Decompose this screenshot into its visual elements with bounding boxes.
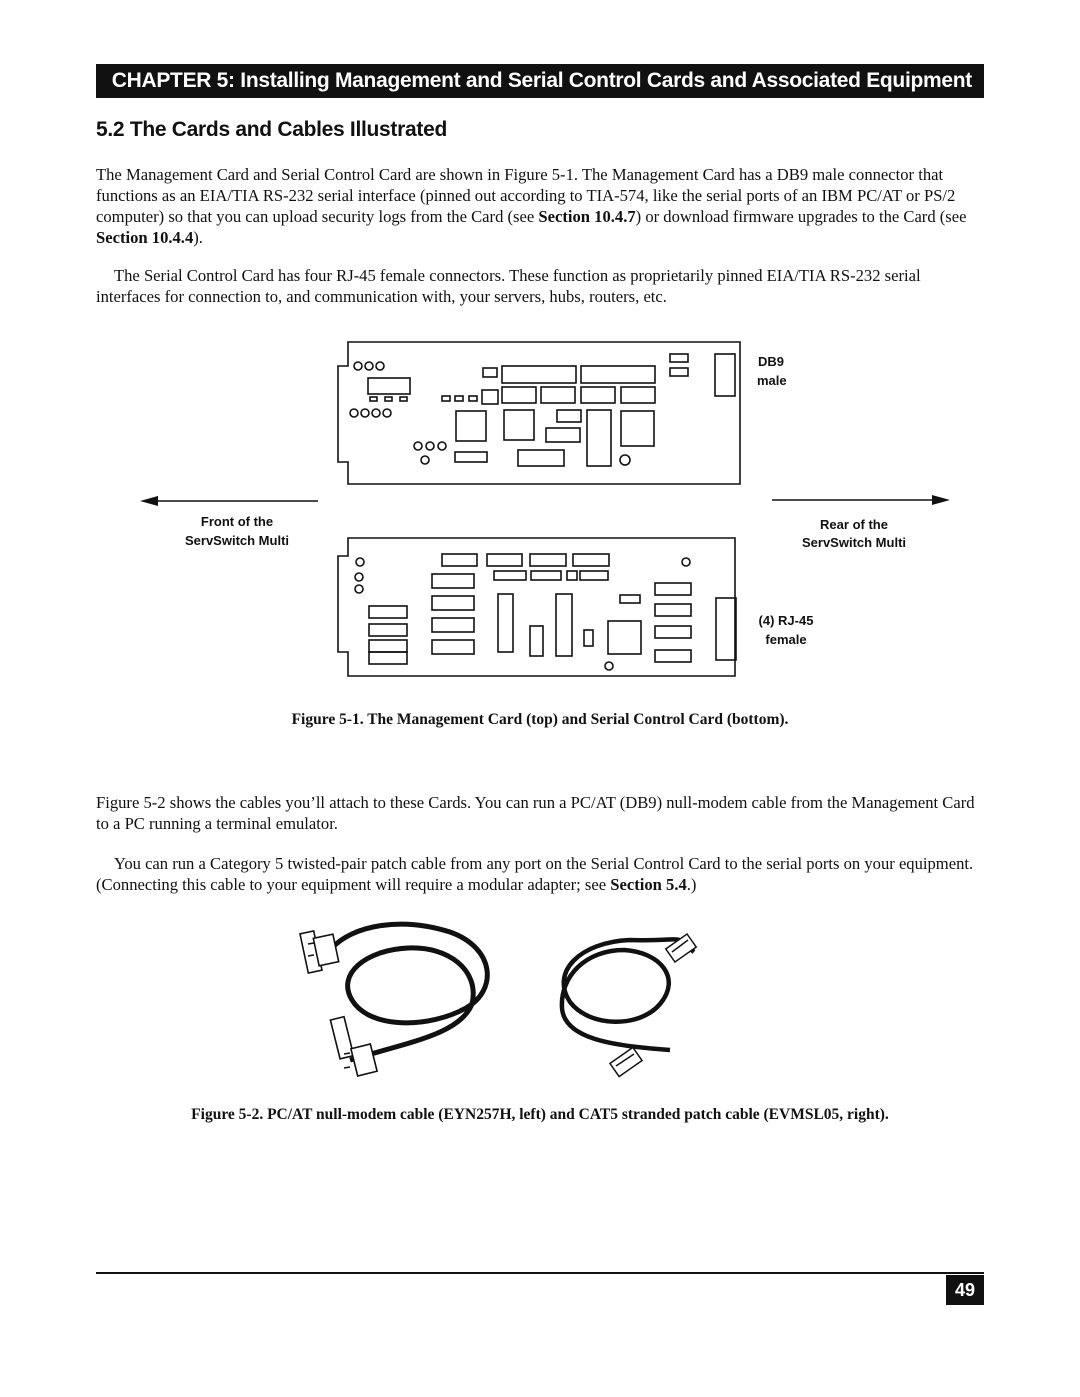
rear-label-line1: Rear of the	[820, 517, 888, 532]
cables-illustration	[290, 912, 710, 1098]
paragraph-intro	[96, 164, 986, 248]
front-label-line1: Front of the	[200, 514, 274, 529]
management-card	[338, 342, 740, 484]
paragraph-cables-text: Figure 5-2 shows the cables you’ll attach to these Cards. You can run a PC/AT (DB9) null-modem cable from the Management Card to a PC running a terminal emulator.	[96, 793, 975, 833]
paragraph-serial-card-text: The Serial Control Card has four RJ-45 female connectors. These function as proprietarily pinned EIA/TIA RS-232 serial interfaces for connection to, and communication with, your servers, hubs, routers, etc.	[96, 266, 921, 306]
figure-2-caption: Figure 5-2. PC/AT null-modem cable (EYN257H, left) and CAT5 stranded patch cable (EVMSL05, right).	[191, 1106, 889, 1123]
paragraph-intro-text-2: ) or download firmware upgrades to the Card (see	[635, 207, 967, 226]
paragraph-cat5-text-1: You can run a Category 5 twisted-pair patch cable from any port on the Serial Control Card to the serial ports on your equipment. (Connecting this cable to your equipment will require a modular adapter; see	[96, 854, 974, 894]
rear-label-line2: ServSwitch Multi	[801, 535, 907, 550]
null-modem-cable	[300, 924, 487, 1076]
chapter-header: CHAPTER 5: Installing Management and Serial Control Cards and Associated Equipment	[96, 64, 984, 98]
cat5-patch-cable	[562, 934, 696, 1077]
db9-connector-bottom	[330, 1017, 377, 1076]
section-ref-10-4-4: Section 10.4.4	[96, 228, 194, 247]
rear-arrow	[772, 495, 950, 505]
front-arrow	[140, 496, 318, 506]
serial-control-card	[338, 538, 736, 676]
paragraph-cat5	[96, 853, 986, 895]
front-label-line2: ServSwitch Multi	[184, 533, 290, 548]
rj45-plug-bottom	[610, 1047, 642, 1076]
paragraph-intro-text-3: ).	[193, 228, 203, 247]
page-number: 49	[946, 1275, 984, 1305]
section-ref-5-4: Section 5.4	[610, 875, 687, 894]
figure-1-caption: Figure 5-1. The Management Card (top) and Serial Control Card (bottom).	[291, 711, 789, 728]
section-ref-10-4-7: Section 10.4.7	[538, 207, 636, 226]
rj45-label-line2: female	[765, 632, 807, 647]
rj45-label-line1: (4) RJ-45	[758, 613, 814, 628]
db9-label-line2: male	[757, 373, 787, 388]
section-title: 5.2 The Cards and Cables Illustrated	[96, 118, 447, 141]
footer-rule	[96, 1272, 984, 1274]
db9-label-line1: DB9	[758, 354, 785, 369]
paragraph-serial-card	[96, 265, 986, 307]
cards-diagram	[130, 334, 960, 694]
paragraph-cables	[96, 792, 986, 834]
paragraph-cat5-text-2: .)	[686, 875, 697, 894]
paragraph-intro-text-1: The Management Card and Serial Control Card are shown in Figure 5-1. The Management Card has a DB9 male connector that functions as an EIA/TIA RS-232 serial interface (pinned out according to TIA-574, like the serial ports of an IBM PC/AT or PS/2 computer) so that you can upload security logs from the Card (see	[96, 165, 956, 226]
db9-connector-top	[300, 931, 339, 973]
